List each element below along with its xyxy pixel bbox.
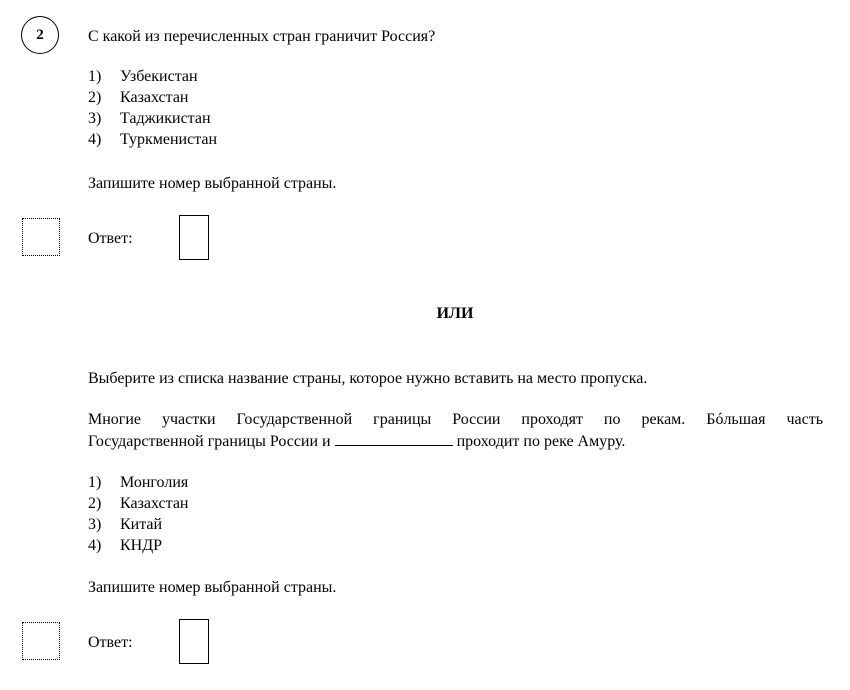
answer-label: Ответ:	[88, 634, 133, 651]
option-number: 3)	[88, 516, 102, 533]
option-number: 2)	[88, 495, 102, 512]
instruction-text: Запишите номер выбранной страны.	[88, 579, 337, 596]
answer-box[interactable]	[179, 215, 209, 260]
question-text: Выберите из списка название страны, которое нужно вставить на место пропуска.	[88, 370, 648, 387]
option-number: 4)	[88, 537, 102, 554]
or-separator: ИЛИ	[436, 305, 474, 322]
passage-line-2	[88, 431, 625, 452]
question-number-badge: 2	[21, 16, 59, 54]
instruction-text: Запишите номер выбранной страны.	[88, 175, 337, 192]
option-label: Казахстан	[120, 495, 189, 512]
passage-text-before: Государственной границы России и	[88, 433, 331, 450]
option-label: КНДР	[120, 537, 163, 554]
option-number: 3)	[88, 110, 102, 127]
passage-text-after: проходит по реке Амуру.	[456, 433, 626, 450]
answer-box[interactable]	[179, 619, 209, 664]
blank-gap	[335, 431, 453, 446]
option-label: Туркменистан	[120, 131, 218, 148]
score-box	[22, 622, 60, 660]
option-number: 1)	[88, 474, 102, 491]
option-label: Монголия	[120, 474, 189, 491]
option-number: 2)	[88, 89, 102, 106]
option-label: Таджикистан	[120, 110, 211, 127]
option-number: 4)	[88, 131, 102, 148]
answer-label: Ответ:	[88, 230, 133, 247]
option-label: Китай	[120, 516, 163, 533]
option-number: 1)	[88, 68, 102, 85]
score-box	[22, 218, 60, 256]
passage-line-1: Многие участки Государственной границы России проходят по рекам. Бóльшая часть	[88, 411, 823, 428]
question-text: С какой из перечисленных стран граничит Россия?	[88, 28, 436, 45]
option-label: Узбекистан	[120, 68, 198, 85]
option-label: Казахстан	[120, 89, 189, 106]
